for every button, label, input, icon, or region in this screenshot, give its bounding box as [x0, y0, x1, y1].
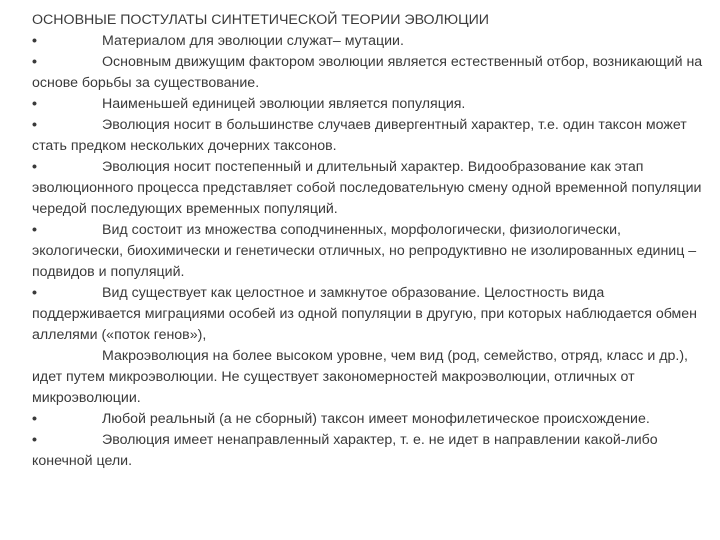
list-item-text: Основным движущим фактором эволюции является естественный отбор, возникающий на основе борьбы за существование. [32, 54, 703, 91]
bullet-marker: • [32, 222, 37, 238]
list-item [32, 220, 710, 283]
slide-title: ОСНОВНЫЕ ПОСТУЛАТЫ СИНТЕТИЧЕСКОЙ ТЕОРИИ ЭВОЛЮЦИИ [32, 12, 489, 28]
list-item-text: Эволюция носит постепенный и длительный характер. Видообразование как этап эволюционного процесса представляет собой последовательную смену одной временной популяции чередой последующих временных популяций. [32, 159, 702, 217]
list-item-text: Эволюция имеет ненаправленный характер, т. е. не идет в направлении какой-либо конечной цели. [32, 432, 658, 469]
list-item-text: Эволюция носит в большинстве случаев дивергентный характер, т.е. один таксон может стать предком нескольких дочерних таксонов. [32, 117, 687, 154]
list-item [32, 283, 710, 346]
list-item-text: Материалом для эволюции служат– мутации. [102, 33, 404, 49]
list-item [32, 157, 710, 220]
list-item [32, 430, 710, 472]
list-item-text: Любой реальный (а не сборный) таксон имеет монофилетическое происхождение. [102, 411, 650, 427]
bullet-marker: • [32, 54, 37, 70]
slide-content [32, 10, 710, 472]
list-item-text: Макроэволюция на более высоком уровне, чем вид (род, семейство, отряд, класс и др.), идет путем микроэволюции. Не существует закономерностей макроэволюции, отличных от микроэволюции. [32, 348, 688, 406]
bullet-marker: • [32, 411, 37, 427]
list-item [32, 409, 710, 430]
bullet-marker: • [32, 33, 37, 49]
postulate-list [32, 31, 710, 472]
bullet-marker: • [32, 159, 37, 175]
list-item-text: Наименьшей единицей эволюции является популяция. [102, 96, 466, 112]
list-item [32, 346, 710, 409]
bullet-marker: • [32, 117, 37, 133]
bullet-marker: • [32, 96, 37, 112]
list-item-text: Вид существует как целостное и замкнутое образование. Целостность вида поддерживается миграциями особей из одной популяции в другую, при которых наблюдается обмен аллелями («поток генов»), [32, 285, 698, 343]
bullet-marker: • [32, 285, 37, 301]
list-item [32, 52, 710, 94]
bullet-marker: • [32, 432, 37, 448]
list-item [32, 31, 710, 52]
list-item [32, 115, 710, 157]
list-item [32, 94, 710, 115]
list-item-text: Вид состоит из множества соподчиненных, морфологически, физиологически, экологически, биохимически и генетически отличных, но репродуктивно не изолированных единиц – подвидов и популяций. [32, 222, 697, 280]
